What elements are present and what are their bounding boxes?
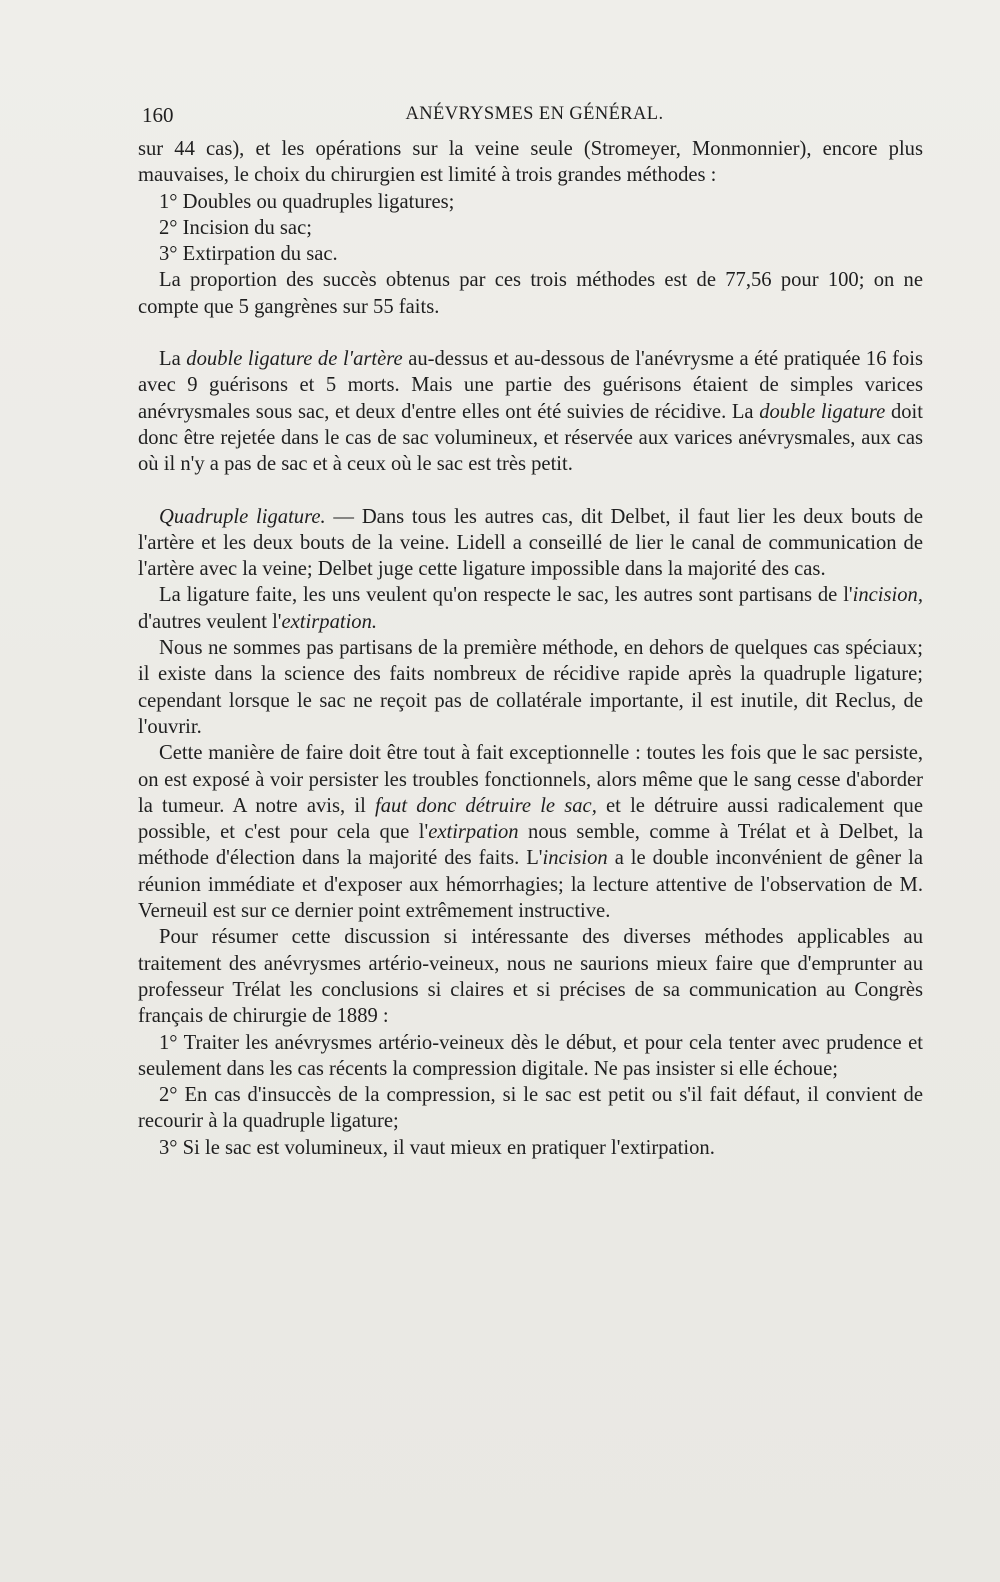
- text-run: La ligature faite, les uns veulent qu'on respecte le sac, les autres sont partisans de l': [159, 584, 853, 607]
- italic-run: extirpation.: [281, 610, 378, 633]
- italic-run: extirpation: [428, 821, 519, 844]
- text-run: a le double inconvénient de gêner la réunion immédiate et d'exposer aux hémorrhagies; la lecture attentive de l'observation de M. Verneuil est sur ce dernier point extrêmement instructive.: [138, 847, 923, 923]
- section-heading-italic: Quadruple ligature.: [159, 505, 326, 528]
- body-text: [138, 136, 923, 1161]
- text-run: doit donc être rejetée dans le cas de sac volumineux, et réservée aux varices anévrysmales, aux cas où il n'y a pas de sac et à ceux où le sac est très petit.: [138, 400, 923, 476]
- paragraph-quadruple-ligature: [138, 504, 923, 583]
- page-number: 160: [142, 103, 174, 127]
- conclusion-item: 1° Traiter les anévrysmes artério-veineux dès le début, et pour cela tenter avec prudence et seulement dans les cas récents la compression digitale. Ne pas insister si elle échoue;: [138, 1031, 923, 1080]
- text-run: et le détruire aussi radicalement que possible, et c'est pour cela que l': [138, 794, 923, 844]
- italic-run: incision,: [852, 584, 923, 607]
- italic-run: incision: [542, 847, 608, 870]
- italic-run: faut donc détruire le sac,: [375, 794, 597, 817]
- text-run: au-dessus et au-dessous de l'anévrysme a été pratiquée 16 fois avec 9 guérisons et 5 morts. Mais une partie des guérisons étaient de simples varices anévrysmales sous sac, et deux d'entre elles ont été suivies de récidive. La: [138, 348, 923, 423]
- paragraph: La proportion des succès obtenus par ces trois méthodes est de 77,56 pour 100; on ne compte que 5 gangrènes sur 55 faits.: [138, 269, 923, 318]
- paragraph-double-ligature: [138, 346, 923, 477]
- text-run: Cette manière de faire doit être tout à fait exceptionnelle : toutes les fois que le sac persiste, on est exposé à voir persister les troubles fonctionnels, alors même que le sang cesse d'aborder la tumeur. A notre avis, il: [138, 742, 923, 817]
- conclusion-item: 3° Si le sac est volumineux, il vaut mieux en pratiquer l'extirpation.: [159, 1136, 715, 1159]
- text-run: d'autres veulent l': [138, 610, 282, 633]
- paragraph: [138, 582, 923, 635]
- list-item: 1° Doubles ou quadruples ligatures;: [159, 190, 455, 213]
- paragraph: [138, 740, 923, 924]
- running-head: ANÉVRYSMES EN GÉNÉRAL.: [405, 104, 664, 124]
- paragraph: Nous ne sommes pas partisans de la première méthode, en dehors de quelques cas spéciaux; il existe dans la science des faits nombreux de récidive rapide après la quadruple ligature; cependant lorsque le sac ne reçoit pas de collatérale importante, il est inutile, dit Reclus, de l'ouvrir.: [138, 637, 923, 738]
- paragraph: sur 44 cas), et les opérations sur la veine seule (Stromeyer, Monmonnier), encore plus mauvaises, le choix du chirurgien est limité à trois grandes méthodes :: [138, 138, 923, 187]
- text-run: — Dans tous les autres cas, dit Delbet, il faut lier les deux bouts de l'artère et les deux bouts de la veine. Lidell a conseillé de lier le canal de communication de l'artère avec la veine; Delbet juge cette ligature impossible dans la majorité des cas.: [138, 505, 923, 581]
- paragraph: Pour résumer cette discussion si intéressante des diverses méthodes applicables au traitement des anévrysmes artério-veineux, nous ne saurions mieux faire que d'emprunter au professeur Trélat les conclusions si claires et si précises de sa communication au Congrès français de chirurgie de 1889 :: [138, 926, 923, 1028]
- conclusion-item: 2° En cas d'insuccès de la compression, si le sac est petit ou s'il fait défaut, il convient de recourir à la quadruple ligature;: [138, 1084, 923, 1133]
- italic-run: double ligature de l'artère: [186, 348, 403, 371]
- list-item: 2° Incision du sac;: [159, 216, 312, 239]
- list-item: 3° Extirpation du sac.: [159, 243, 338, 266]
- text-run: nous semble, comme à Trélat et à Delbet, la méthode d'élection dans la majorité des faits. L': [138, 821, 923, 870]
- page-header: [138, 103, 923, 131]
- italic-run: double ligature: [759, 400, 886, 423]
- text-run: La: [159, 348, 187, 371]
